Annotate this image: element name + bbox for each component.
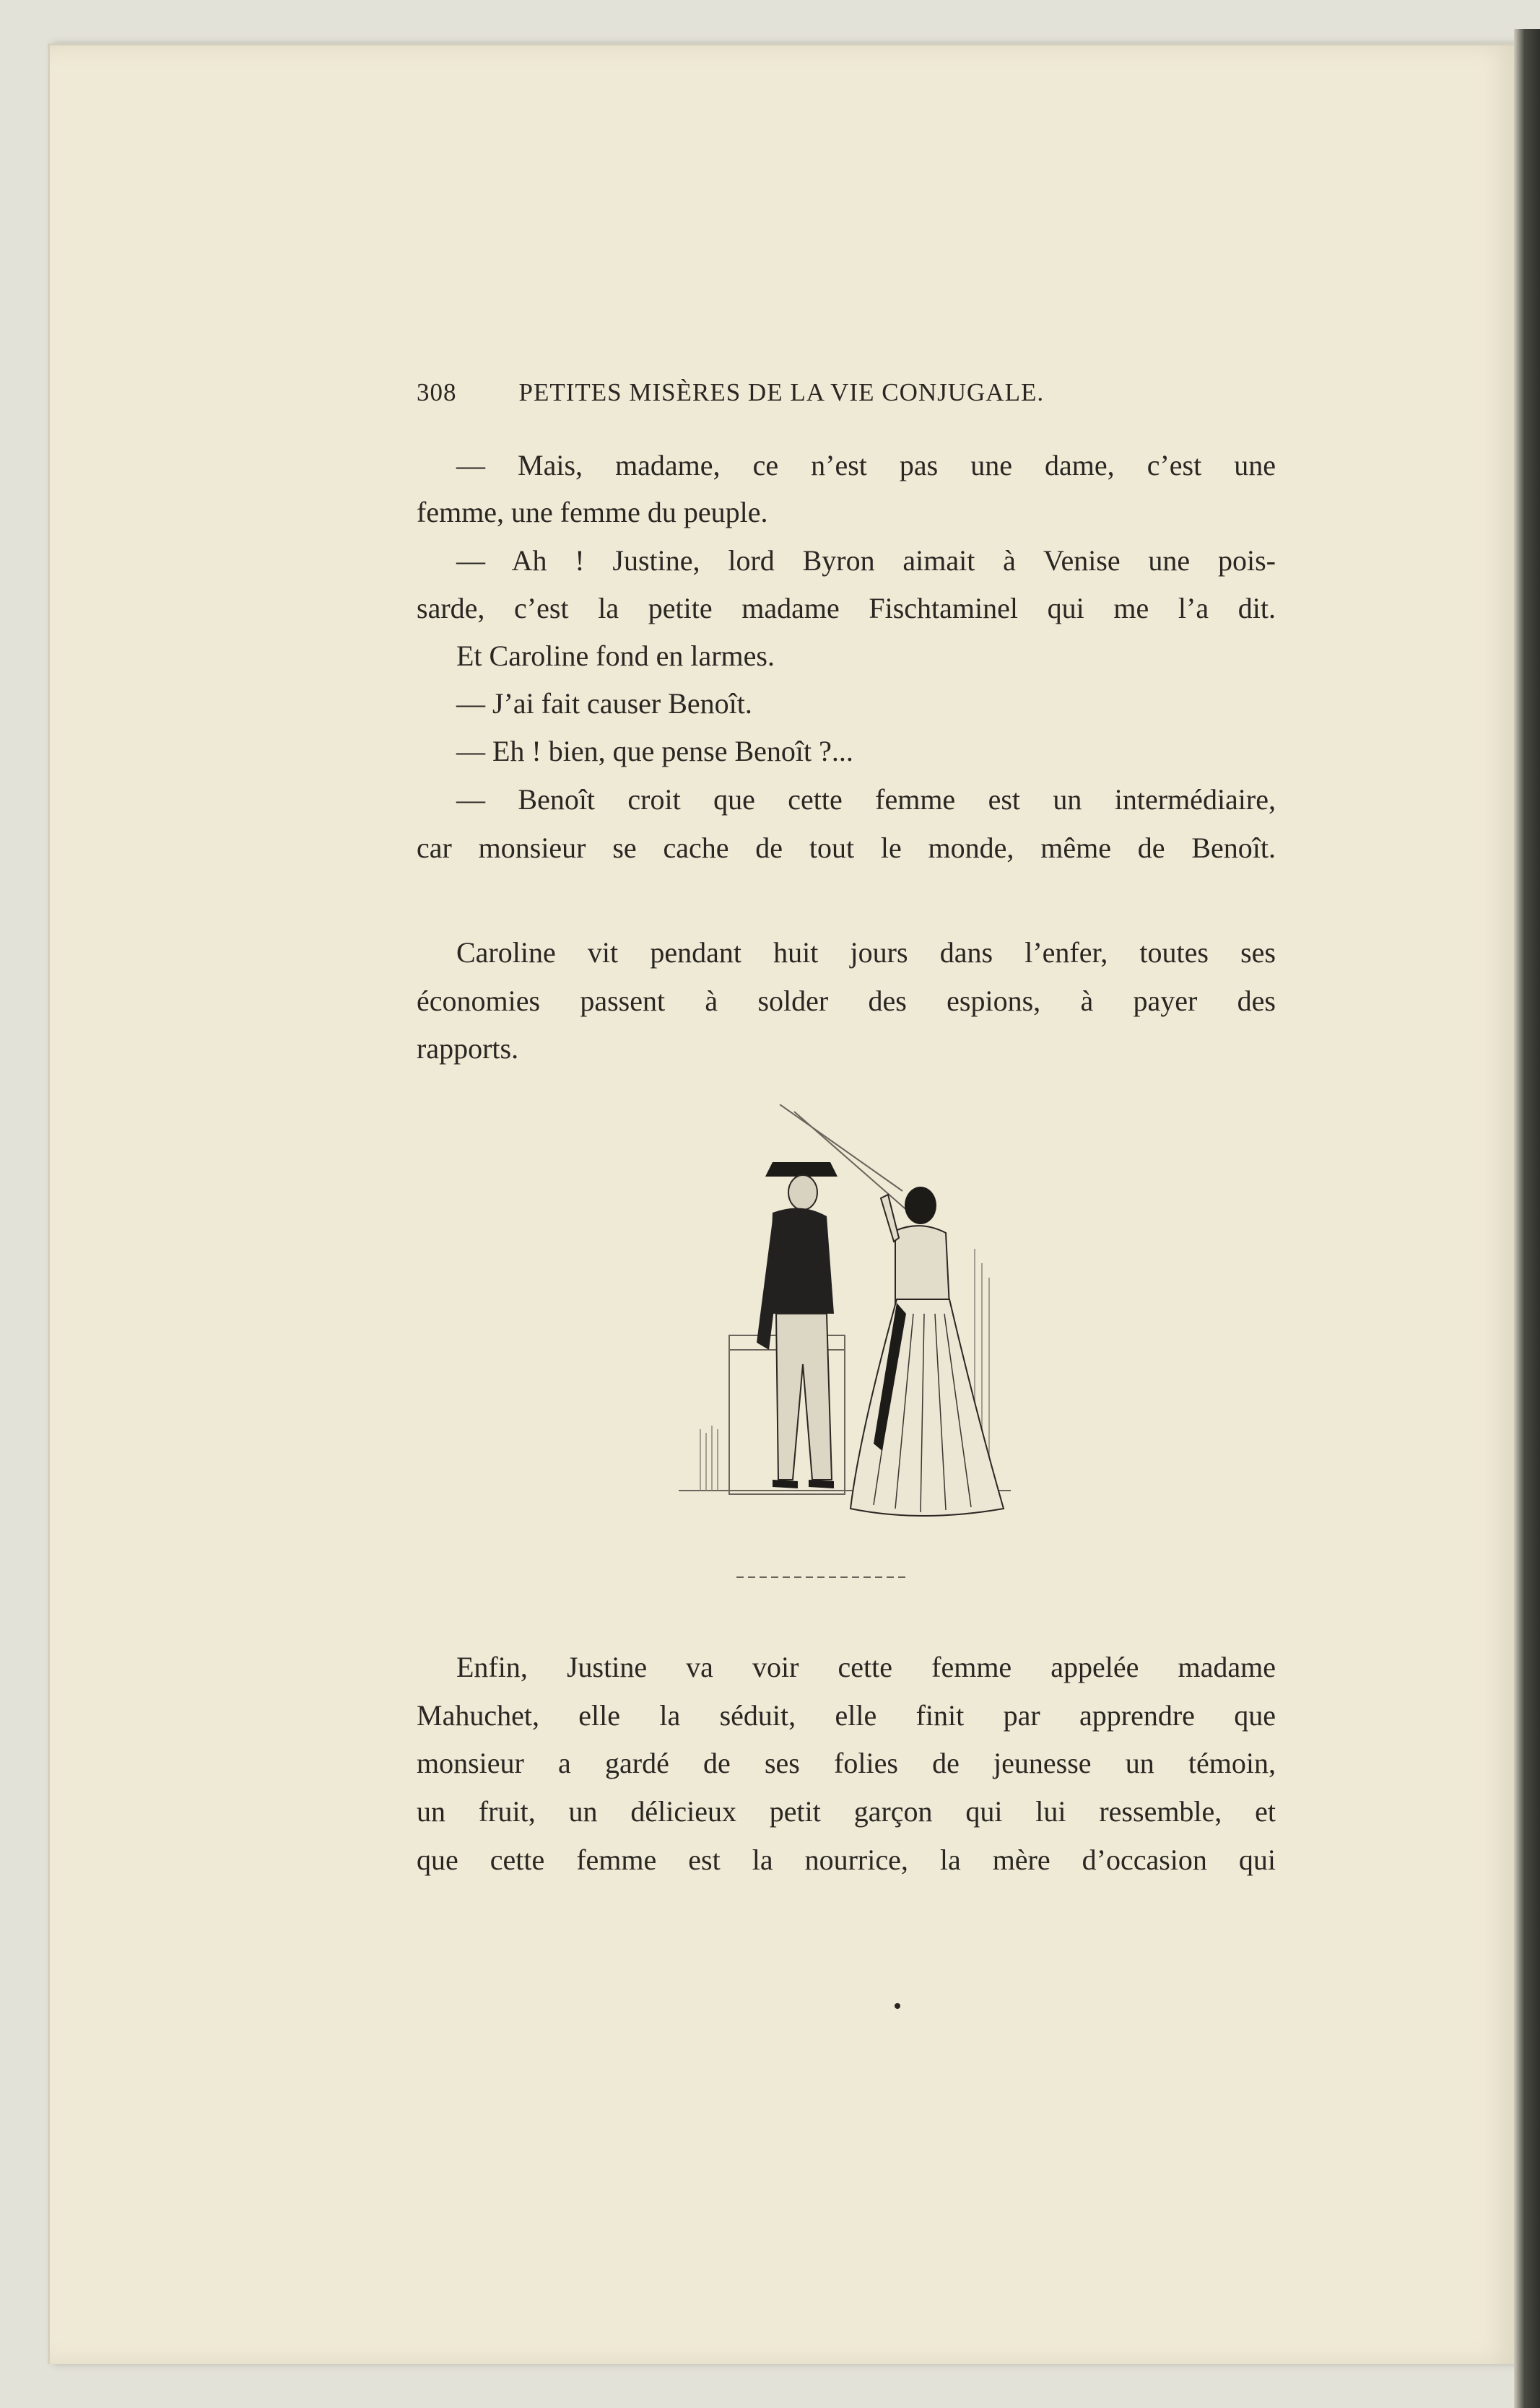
text-line: Caroline vit pendant huit jours dans l’enfer, toutes ses xyxy=(456,936,1276,969)
text-line: car monsieur se cache de tout le monde, même de Benoît. xyxy=(417,832,1276,864)
text-line: un fruit, un délicieux petit garçon qui lui ressemble, et xyxy=(417,1795,1276,1828)
text-line: économies passent à solder des espions, à payer des xyxy=(417,985,1276,1017)
text-line: monsieur a gardé de ses folies de jeunesse un témoin, xyxy=(417,1747,1276,1779)
text-line: — Mais, madame, ce n’est pas une dame, c’est une xyxy=(456,449,1276,481)
text-line: Enfin, Justine va voir cette femme appelée madame xyxy=(456,1651,1276,1683)
page-edge-shadow xyxy=(1514,29,1540,2408)
text-line: — Eh ! bien, que pense Benoît ?... xyxy=(456,735,853,767)
running-header xyxy=(417,378,1139,407)
text-line: Et Caroline fond en larmes. xyxy=(456,640,775,672)
text-line: sarde, c’est la petite madame Fischtaminel qui me l’a dit. xyxy=(417,592,1276,624)
engraving-illustration xyxy=(664,1104,1025,1595)
text-line: — Benoît croit que cette femme est un intermédiaire, xyxy=(456,783,1276,816)
text-line: rapports. xyxy=(417,1032,519,1065)
page-number: 308 xyxy=(417,378,457,406)
running-title: PETITES MISÈRES DE LA VIE CONJUGALE. xyxy=(518,378,1045,406)
text-line: que cette femme est la nourrice, la mère d’occasion qui xyxy=(417,1844,1276,1876)
page-speck xyxy=(895,2003,900,2009)
text-line: — J’ai fait causer Benoît. xyxy=(456,687,752,720)
woman-figure xyxy=(851,1187,1004,1516)
man-figure xyxy=(757,1162,838,1488)
text-line: — Ah ! Justine, lord Byron aimait à Venise une pois- xyxy=(456,544,1276,577)
text-line: femme, une femme du peuple. xyxy=(417,496,768,528)
text-line: Mahuchet, elle la séduit, elle finit par apprendre que xyxy=(417,1699,1276,1732)
